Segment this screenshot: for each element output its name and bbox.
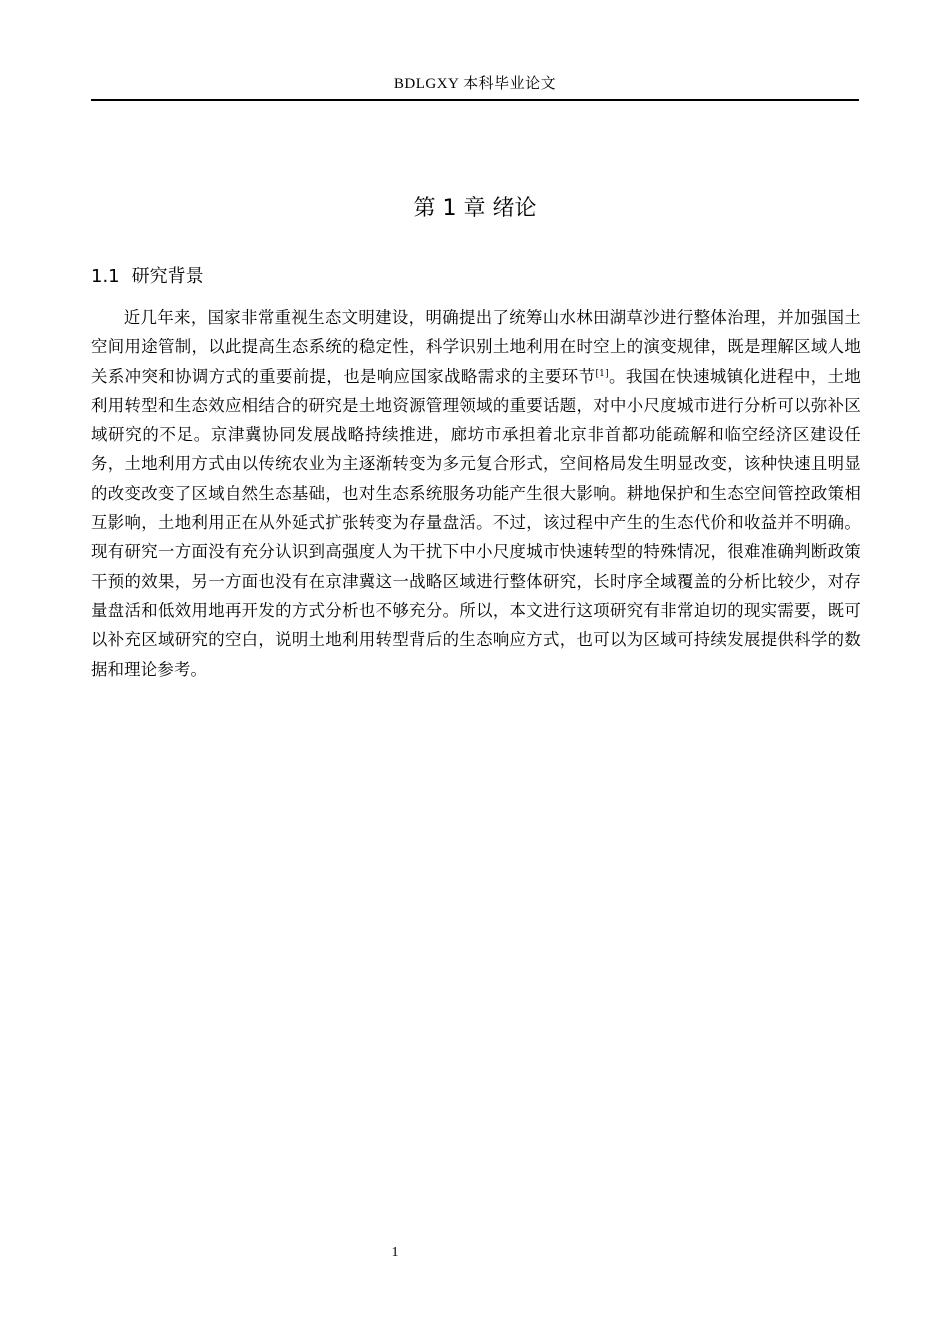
body-paragraph <box>91 303 861 684</box>
header-rule <box>91 99 859 101</box>
section-title: 研究背景 <box>131 266 204 287</box>
section-number: 1.1 <box>91 266 120 287</box>
running-header: BDLGXY 本科毕业论文 <box>393 76 557 92</box>
page-number: 1 <box>391 1245 399 1260</box>
citation-marker: [1] <box>595 368 609 379</box>
section-heading <box>91 262 204 292</box>
paragraph-text-part2: 。我国在快速城镇化进程中，土地利用转型和生态效应相结合的研究是土地资源管理领域的重要话题，对中小尺度城市进行分析可以弥补区域研究的不足。京津冀协同发展战略持续推进，廊坊市承担着北京非首都功能疏解和临空经济区建设任务，土地利用方式由以传统农业为主逐渐转变为多元复合形式，空间格局发生明显改变，该种快速且明显的改变改变了区域自然生态基础，也对生态系统服务功能产生很大影响。耕地保护和生态空间管控政策相互影响，土地利用正在从外延式扩张转变为存量盘活。不过，该过程中产生的生态代价和收益并不明确。现有研究一方面没有充分认识到高强度人为干扰下中小尺度城市快速转型的特殊情况，很难准确判断政策干预的效果，另一方面也没有在京津冀这一战略区域进行整体研究，长时序全域覆盖的分析比较少，对存量盘活和低效用地再开发的方式分析也不够充分。所以，本文进行这项研究有非常迫切的现实需要，既可以补充区域研究的空白，说明土地利用转型背后的生态响应方式，也可以为区域可持续发展提供科学的数据和理论参考。 <box>91 366 862 679</box>
paragraph-text-part1: 近几年来，国家非常重视生态文明建设，明确提出了统筹山水林田湖草沙进行整体治理，并加强国土空间用途管制，以此提高生态系统的稳定性，科学识别土地利用在时空上的演变规律，既是理解区域人地关系冲突和协调方式的重要前提，也是响应国家战略需求的主要环节 <box>91 308 861 386</box>
chapter-title: 第 1 章 绪论 <box>413 196 537 221</box>
